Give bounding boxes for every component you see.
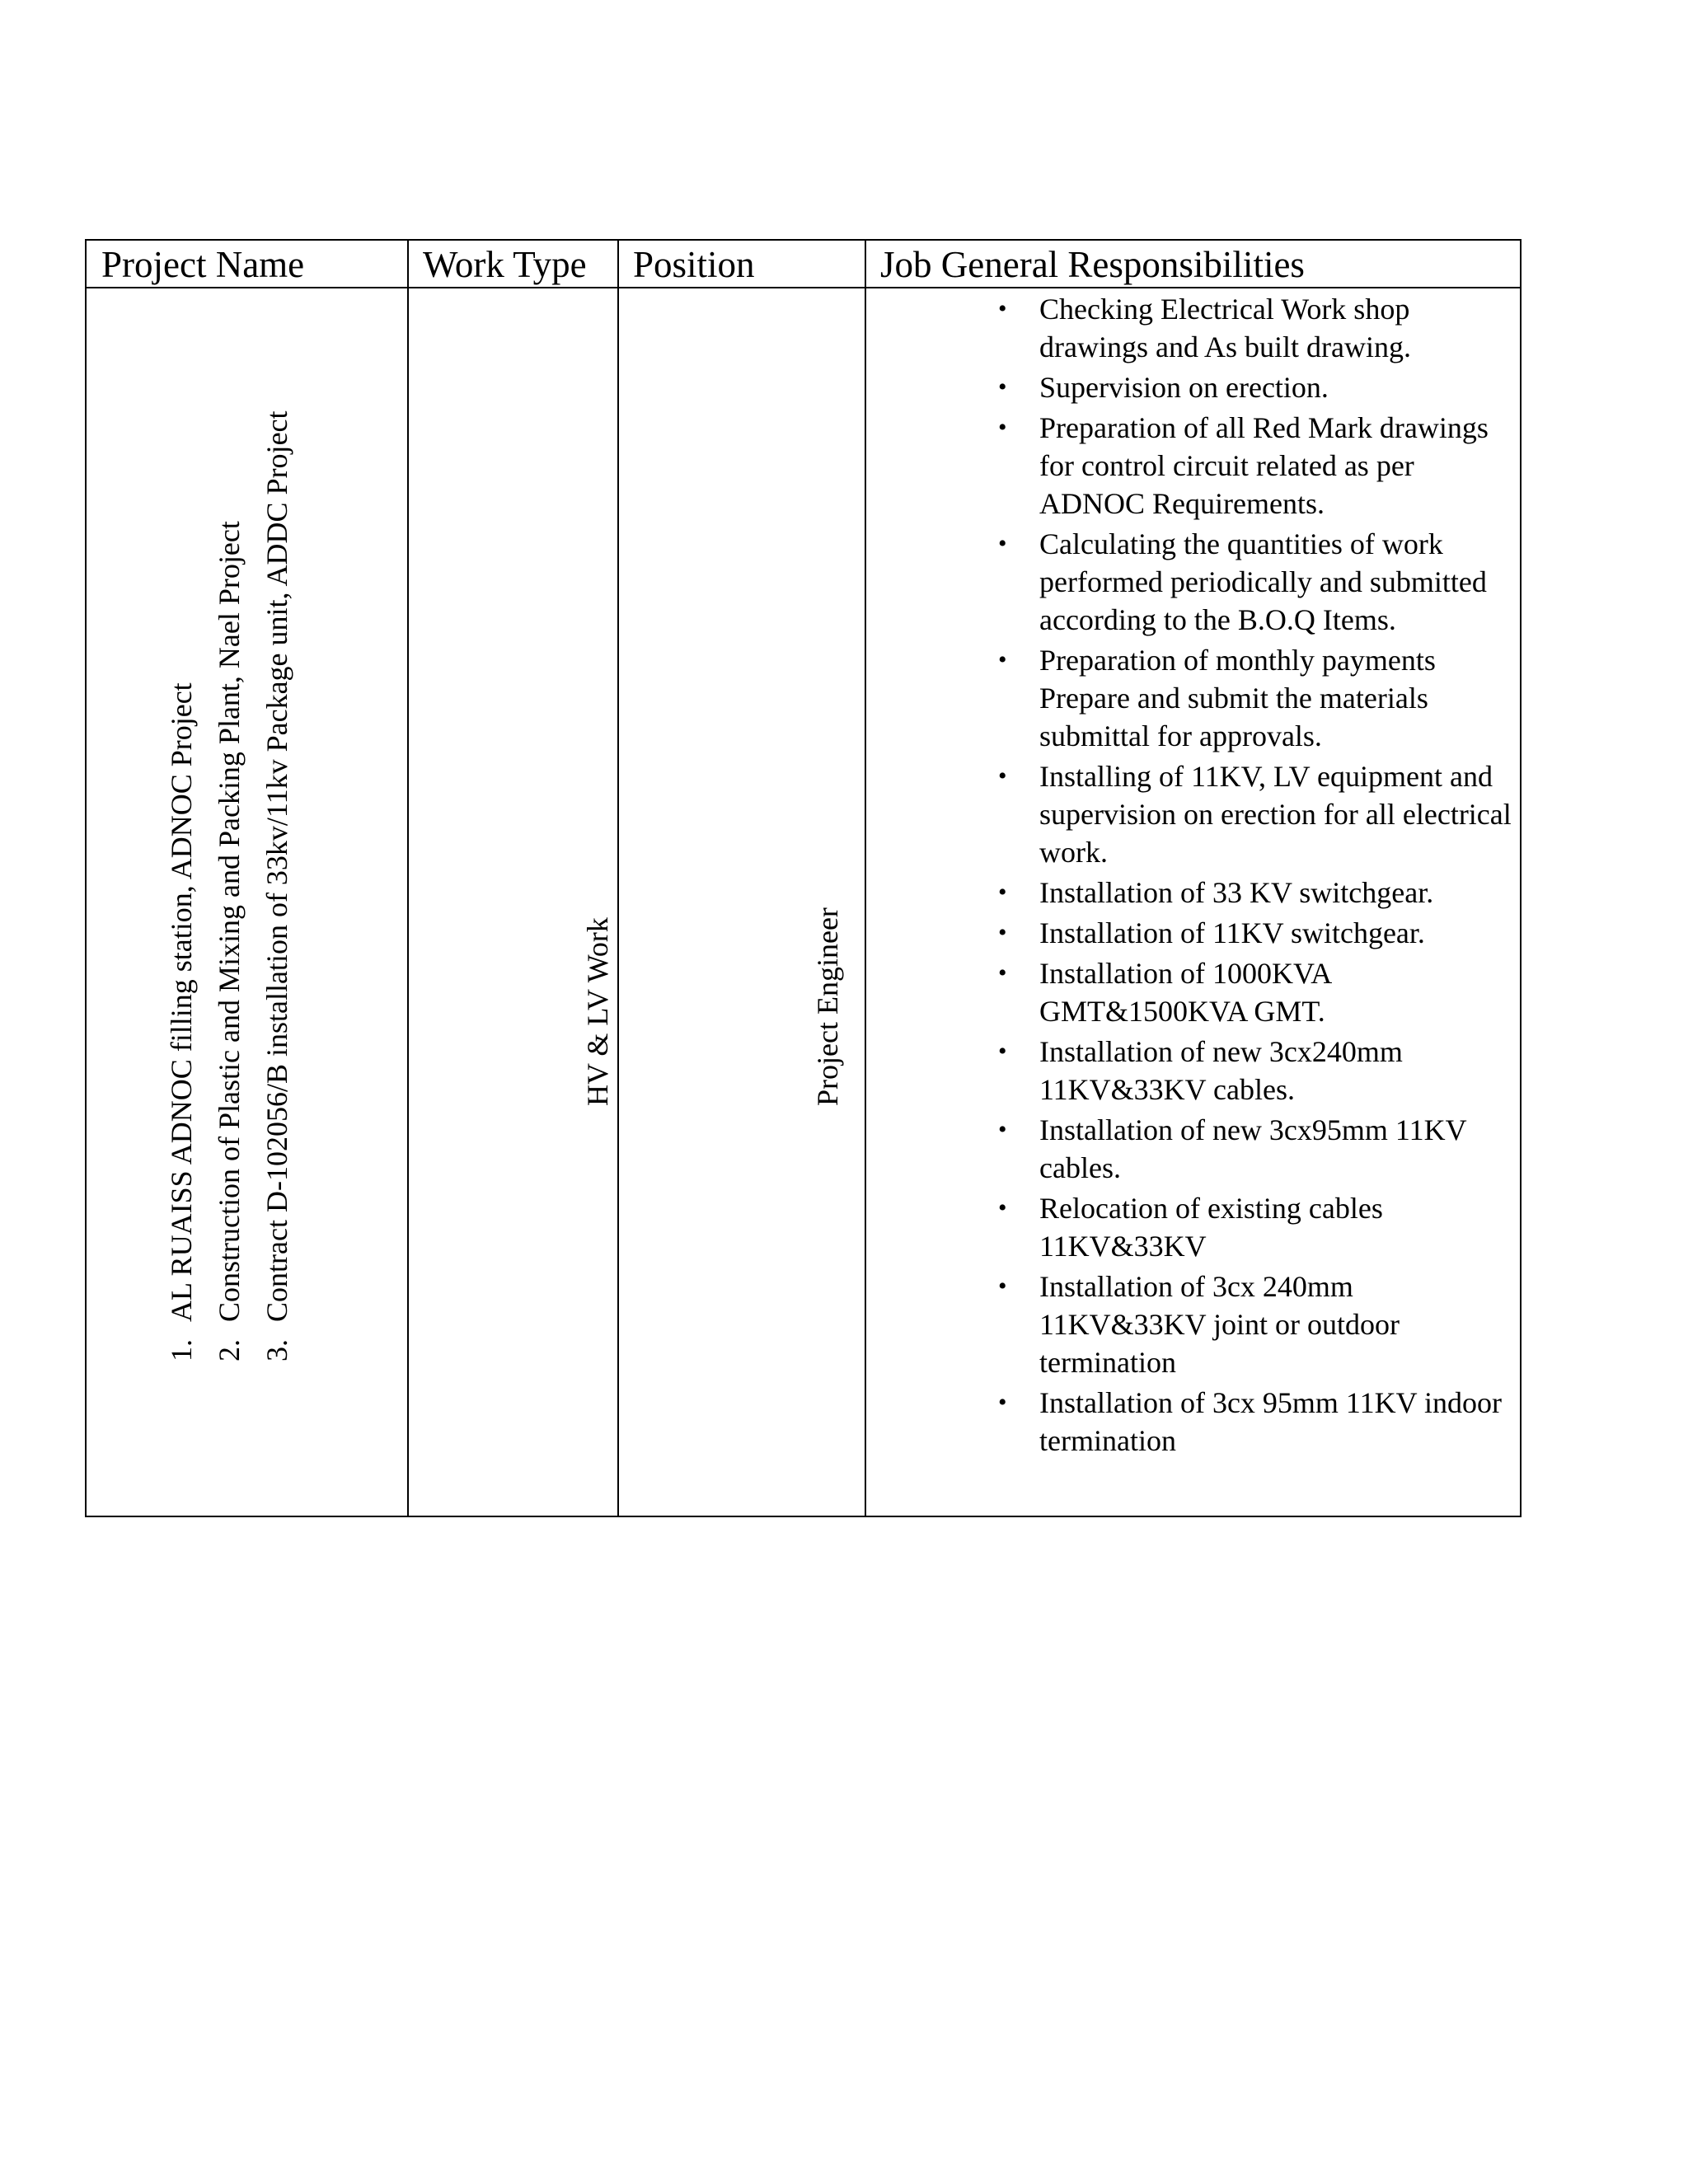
list-item [954, 290, 1522, 366]
project-name-cell [87, 288, 407, 1516]
work-type-value: HV & LV Work [581, 917, 614, 1106]
position-cell [619, 288, 865, 1516]
project-item-text: Construction of Plastic and Mixing and Packing Plant, Nael Project [213, 521, 246, 1322]
header-work-type: Work Type [423, 244, 587, 285]
responsibilities-list [954, 290, 1522, 1462]
position-value: Project Engineer [811, 907, 844, 1106]
bullet-icon: • [998, 373, 1007, 401]
bullet-icon: • [998, 295, 1007, 322]
list-item [157, 410, 205, 1361]
list-item [954, 368, 1522, 406]
responsibility-text: Supervision on erection. [1039, 371, 1329, 404]
list-item [954, 914, 1522, 952]
list-number: 3. [260, 1339, 293, 1361]
bullet-icon: • [998, 530, 1007, 557]
responsibility-text: Installation of 11KV switchgear. [1039, 916, 1425, 949]
list-item [954, 1033, 1522, 1108]
project-list [157, 410, 301, 1361]
list-item [954, 1111, 1522, 1187]
header-project-name: Project Name [101, 244, 305, 285]
bullet-icon: • [998, 879, 1007, 906]
project-item-text: AL RUAISS ADNOC filling station, ADNOC Project [165, 682, 198, 1322]
work-type-cell [409, 288, 617, 1516]
list-number: 2. [213, 1339, 246, 1361]
column-divider [865, 241, 866, 1516]
list-item [954, 525, 1522, 639]
responsibility-text: Installation of 3cx 240mm 11KV&33KV joint or outdoor termination [1039, 1270, 1400, 1379]
list-item [253, 410, 301, 1361]
responsibility-text: Installation of 33 KV switchgear. [1039, 876, 1434, 909]
bullet-icon: • [998, 762, 1007, 790]
list-item [954, 757, 1522, 871]
list-item [954, 1189, 1522, 1265]
bullet-icon: • [998, 1389, 1007, 1416]
bullet-icon: • [998, 1038, 1007, 1065]
bullet-icon: • [998, 1116, 1007, 1143]
responsibility-text: Preparation of monthly payments Prepare and submit the materials submittal for approvals. [1039, 644, 1436, 752]
list-item [205, 410, 253, 1361]
list-item [954, 874, 1522, 912]
experience-table [85, 239, 1522, 1517]
responsibility-text: Preparation of all Red Mark drawings for control circuit related as per ADNOC Requirements. [1039, 411, 1489, 520]
responsibility-text: Installing of 11KV, LV equipment and supervision on erection for all electrical work. [1039, 760, 1512, 869]
responsibility-text: Checking Electrical Work shop drawings and As built drawing. [1039, 293, 1411, 363]
header-position: Position [633, 244, 755, 285]
list-item [954, 641, 1522, 755]
list-item [954, 954, 1522, 1030]
bullet-icon: • [998, 1194, 1007, 1221]
bullet-icon: • [998, 919, 1007, 946]
bullet-icon: • [998, 646, 1007, 673]
list-item [954, 1268, 1522, 1381]
list-item [954, 1384, 1522, 1460]
responsibility-text: Relocation of existing cables 11KV&33KV [1039, 1192, 1383, 1263]
list-number: 1. [165, 1339, 198, 1361]
bullet-icon: • [998, 414, 1007, 441]
responsibility-text: Installation of new 3cx240mm 11KV&33KV cables. [1039, 1035, 1403, 1106]
responsibility-text: Installation of new 3cx95mm 11KV cables. [1039, 1113, 1466, 1184]
bullet-icon: • [998, 959, 1007, 987]
bullet-icon: • [998, 1272, 1007, 1300]
responsibility-text: Installation of 3cx 95mm 11KV indoor termination [1039, 1386, 1502, 1457]
responsibility-text: Calculating the quantities of work performed periodically and submitted according to the B.O.Q Items. [1039, 527, 1487, 636]
project-item-text: Contract D-102056/B installation of 33kv/11kv Package unit, ADDC Project [260, 410, 293, 1322]
list-item [954, 409, 1522, 523]
header-job-responsibilities: Job General Responsibilities [880, 244, 1305, 285]
responsibility-text: Installation of 1000KVA GMT&1500KVA GMT. [1039, 957, 1331, 1028]
